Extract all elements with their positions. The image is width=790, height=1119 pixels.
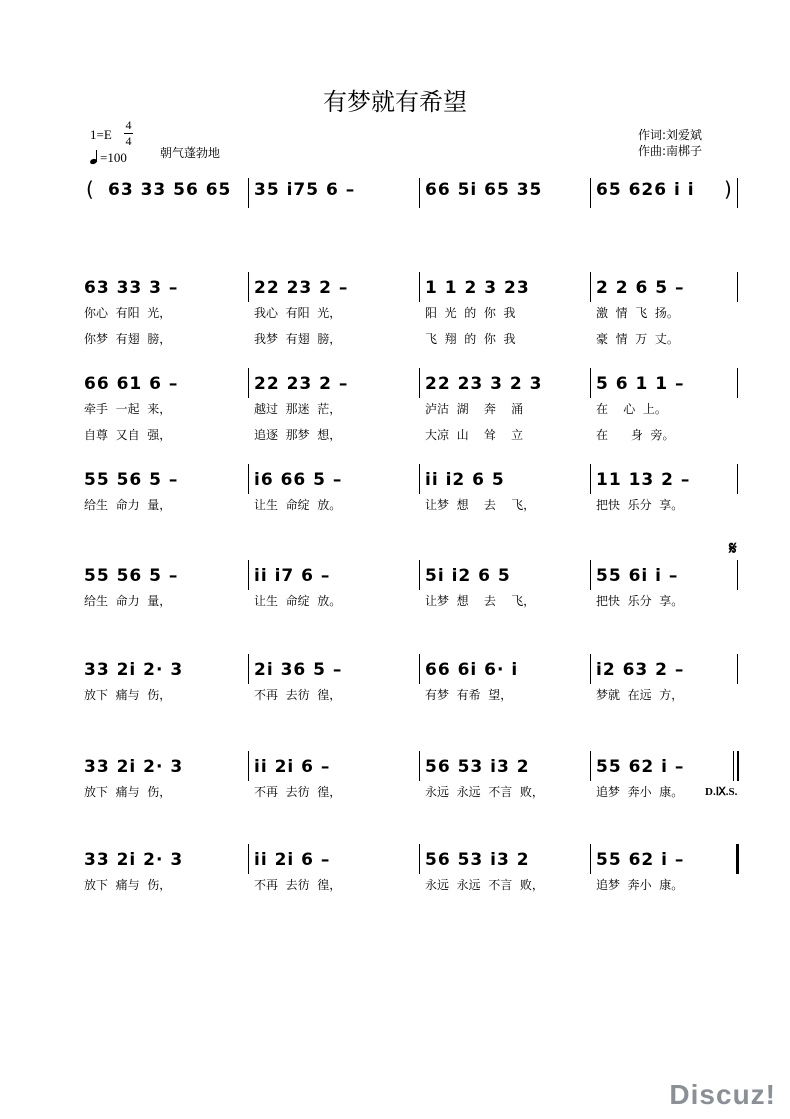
measure: 56 53 i3 2 <box>425 757 530 777</box>
measure: 22 23 3 2 3 <box>425 374 543 394</box>
lyric: 你心 有阳 光， <box>84 306 172 320</box>
lyric: 牵手 一起 来， <box>84 402 172 416</box>
barline <box>590 178 591 208</box>
lyric: 飞 翔 的 你 我 <box>425 332 516 346</box>
lyric: 给生 命力 量， <box>84 594 172 608</box>
barline <box>248 272 249 302</box>
barline <box>590 464 591 494</box>
score-line <box>0 850 790 874</box>
measure: 56 53 i3 2 <box>425 850 530 870</box>
measure: 5i i2 6 5 <box>425 566 511 586</box>
lyric: 让梦 想 去 飞， <box>425 498 536 512</box>
intro-measure: 35 i75 6 – <box>254 180 356 200</box>
intro-line <box>0 177 790 204</box>
lyric: 追梦 奔小 康。 <box>596 878 684 892</box>
lyric: 给生 命力 量， <box>84 498 172 512</box>
lyric: 不再 去彷 徨， <box>254 878 342 892</box>
lyric: 你梦 有翅 膀， <box>84 332 172 346</box>
lyric: 让梦 想 去 飞， <box>425 594 536 608</box>
lyric: 不再 去彷 徨， <box>254 688 342 702</box>
lyric: 让生 命绽 放。 <box>254 594 342 608</box>
tempo-marking <box>90 150 127 166</box>
composer: 作曲:南梆子 <box>638 144 703 158</box>
measure: ii 2i 6 – <box>254 757 331 777</box>
intro-measure: 65 626 i i <box>596 180 695 200</box>
score-line <box>0 566 790 590</box>
score-line <box>0 470 790 494</box>
measure: 55 56 5 – <box>84 566 179 586</box>
watermark-logo: Discuz! <box>669 1079 776 1110</box>
time-signature <box>124 119 133 148</box>
barline <box>737 560 738 590</box>
barline <box>733 751 734 781</box>
measure: 55 62 i – <box>596 850 685 870</box>
barline <box>737 178 738 208</box>
lyricist: 作词:刘爱斌 <box>638 128 703 142</box>
measure: 55 6i i – <box>596 566 679 586</box>
measure: ii 2i 6 – <box>254 850 331 870</box>
intro-close-paren: ) <box>724 177 732 201</box>
time-denominator: 4 <box>125 134 132 148</box>
measure: 63 33 3 – <box>84 278 179 298</box>
measure: ii i7 6 – <box>254 566 331 586</box>
barline <box>419 844 420 874</box>
barline <box>737 464 738 494</box>
measure: i2 63 2 – <box>596 660 685 680</box>
barline <box>248 560 249 590</box>
measure: 22 23 2 – <box>254 374 349 394</box>
lyric: 把快 乐分 享。 <box>596 498 684 512</box>
measure: i6 66 5 – <box>254 470 343 490</box>
key-signature: 1=E <box>90 127 112 142</box>
barline <box>419 368 420 398</box>
barline <box>419 272 420 302</box>
lyric: 永远 永远 不言 败， <box>425 878 544 892</box>
barline <box>419 178 420 208</box>
time-numerator: 4 <box>125 118 132 132</box>
lyric: 放下 痛与 伤， <box>84 785 172 799</box>
barline <box>248 464 249 494</box>
tempo-value: =100 <box>100 150 127 165</box>
lyric: 豪 情 万 丈。 <box>596 332 679 346</box>
measure: 66 6i 6· i <box>425 660 519 680</box>
barline <box>419 464 420 494</box>
barline <box>590 272 591 302</box>
score-line <box>0 660 790 684</box>
barline <box>419 751 420 781</box>
lyric: 我梦 有翅 膀， <box>254 332 342 346</box>
score-line <box>0 278 790 302</box>
lyric: 有梦 有希 望， <box>425 688 513 702</box>
measure: 1 1 2 3 23 <box>425 278 530 298</box>
barline <box>737 272 738 302</box>
barline <box>248 751 249 781</box>
intro-measure: 66 5i 65 35 <box>425 180 543 200</box>
lyric: 激 情 飞 扬。 <box>596 306 679 320</box>
lyric: 越过 那迷 茫， <box>254 402 342 416</box>
barline <box>248 368 249 398</box>
barline <box>590 751 591 781</box>
measure: 66 61 6 – <box>84 374 179 394</box>
lyric: 在 身 旁。 <box>596 428 675 442</box>
score-line <box>0 374 790 398</box>
expression-marking: 朝气蓬勃地 <box>160 146 221 160</box>
measure: ii i2 6 5 <box>425 470 505 490</box>
quarter-note-icon <box>90 150 100 164</box>
lyric: 放下 痛与 伤， <box>84 688 172 702</box>
barline <box>248 844 249 874</box>
lyric: 把快 乐分 享。 <box>596 594 684 608</box>
barline <box>419 560 420 590</box>
barline <box>419 654 420 684</box>
segno-sign: 𝄋 <box>729 538 737 559</box>
lyric: 自尊 又自 强， <box>84 428 172 442</box>
final-barline <box>736 844 739 874</box>
lyric: 放下 痛与 伤， <box>84 878 172 892</box>
lyric: 在 心 上。 <box>596 402 667 416</box>
dal-segno-marking: D.Ⅸ.S. <box>705 786 738 798</box>
measure: 11 13 2 – <box>596 470 691 490</box>
measure: 2i 36 5 – <box>254 660 343 680</box>
lyric: 追逐 那梦 想， <box>254 428 342 442</box>
barline <box>737 368 738 398</box>
lyric: 大凉 山 耸 立 <box>425 428 524 442</box>
lyric: 永远 永远 不言 败， <box>425 785 544 799</box>
lyric: 我心 有阳 光， <box>254 306 342 320</box>
barline <box>590 654 591 684</box>
lyric: 泸沽 湖 奔 涌 <box>425 402 524 416</box>
barline <box>590 560 591 590</box>
measure: 33 2i 2· 3 <box>84 850 184 870</box>
barline <box>248 654 249 684</box>
score-line <box>0 757 790 781</box>
measure: 22 23 2 – <box>254 278 349 298</box>
measure: 2 2 6 5 – <box>596 278 685 298</box>
barline <box>737 654 738 684</box>
measure: 5 6 1 1 – <box>596 374 685 394</box>
lyric: 让生 命绽 放。 <box>254 498 342 512</box>
lyric: 追梦 奔小 康。 <box>596 785 684 799</box>
intro-measure: 63 33 56 65 <box>108 180 232 200</box>
credits <box>638 127 702 159</box>
measure: 33 2i 2· 3 <box>84 660 184 680</box>
measure: 33 2i 2· 3 <box>84 757 184 777</box>
barline <box>590 844 591 874</box>
measure: 55 62 i – <box>596 757 685 777</box>
barline <box>590 368 591 398</box>
lyric: 阳 光 的 你 我 <box>425 306 516 320</box>
intro-open-paren: ( <box>86 177 94 201</box>
song-title: 有梦就有希望 <box>323 88 467 116</box>
lyric: 不再 去彷 徨， <box>254 785 342 799</box>
measure: 55 56 5 – <box>84 470 179 490</box>
barline <box>248 178 249 208</box>
double-barline <box>737 751 739 781</box>
lyric: 梦就 在远 方， <box>596 688 684 702</box>
